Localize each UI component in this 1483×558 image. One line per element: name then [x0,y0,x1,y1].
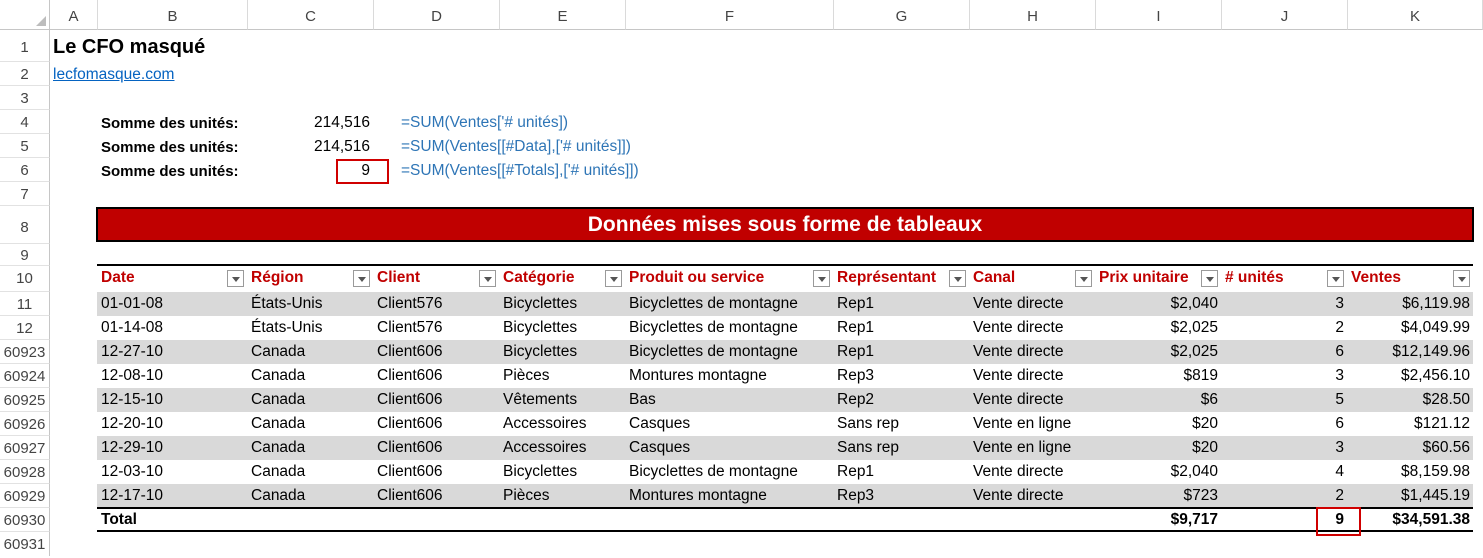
cell-ventes[interactable]: $6,119.98 [1402,295,1470,312]
cell-client[interactable]: Client576 [377,295,443,312]
cell-prix[interactable]: $723 [1183,487,1218,504]
column-header-g[interactable]: G [834,0,970,30]
table-header-client: Client [377,269,421,286]
cell-region[interactable]: Canada [251,487,306,504]
cell-ventes[interactable]: $2,456.10 [1401,367,1470,384]
cell-unites[interactable]: 3 [1335,367,1344,384]
cell-canal[interactable]: Vente directe [973,391,1064,408]
row-header[interactable]: 1 [0,30,50,62]
highlight-box [336,159,389,184]
cell-prix[interactable]: $6 [1200,391,1218,408]
cell-unites[interactable]: 3 [1335,439,1344,456]
cell-canal[interactable]: Vente directe [973,343,1064,360]
total-prix[interactable]: $9,717 [1170,511,1218,528]
column-header-k[interactable]: K [1348,0,1483,30]
total-ventes[interactable]: $34,591.38 [1392,511,1470,528]
cell-ventes[interactable]: $121.12 [1413,415,1470,432]
cell-representant[interactable]: Rep1 [837,295,875,312]
cell-region[interactable]: États-Unis [251,319,323,336]
cell-produit[interactable]: Bicyclettes de montagne [629,463,798,480]
row-header[interactable]: 2 [0,62,50,86]
cell-categorie[interactable]: Bicyclettes [503,343,578,360]
cell-prix[interactable]: $2,040 [1170,463,1218,480]
cell-produit[interactable]: Casques [629,439,691,456]
table-header-date: Date [101,269,135,286]
cell-categorie[interactable]: Accessoires [503,415,587,432]
summary-label: Somme des unités: [101,163,239,180]
table-header-categorie: Catégorie [503,269,575,286]
cell-date[interactable]: 12-29-10 [101,439,164,456]
column-header-b[interactable]: B [98,0,248,30]
cell-unites[interactable]: 3 [1335,295,1344,312]
total-bottom-border [97,530,1473,532]
cell-client[interactable]: Client606 [377,487,443,504]
cell-categorie[interactable]: Bicyclettes [503,319,578,336]
cell-unites[interactable]: 4 [1335,463,1344,480]
row-header[interactable]: 4 [0,110,50,134]
cell-categorie[interactable]: Pièces [503,487,550,504]
column-header-bar [0,0,1483,30]
filter-dropdown-icon[interactable] [813,270,830,287]
cell-client[interactable]: Client606 [377,415,443,432]
cell-date[interactable]: 01-14-08 [101,319,164,336]
cell-categorie[interactable]: Bicyclettes [503,463,578,480]
cell-ventes[interactable]: $28.50 [1422,391,1470,408]
filter-dropdown-icon[interactable] [479,270,496,287]
row-header[interactable]: 60930 [0,508,50,532]
cell-representant[interactable]: Rep2 [837,391,875,408]
cell-ventes[interactable]: $8,159.98 [1401,463,1470,480]
cell-categorie[interactable]: Bicyclettes [503,295,578,312]
row-header[interactable]: 60928 [0,460,50,484]
cell-client[interactable]: Client606 [377,391,443,408]
column-header-c[interactable]: C [248,0,374,30]
cell-client[interactable]: Client606 [377,439,443,456]
summary-formula: =SUM(Ventes[[#Totals],['# unités]]) [401,162,639,179]
filter-dropdown-icon[interactable] [227,270,244,287]
cell-produit[interactable]: Casques [629,415,691,432]
cell-date[interactable]: 12-08-10 [101,367,164,384]
column-header-f[interactable]: F [626,0,834,30]
table-header-prix: Prix unitaire [1099,269,1189,286]
cell-categorie[interactable]: Pièces [503,367,550,384]
row-header[interactable]: 6 [0,158,50,182]
row-header[interactable]: 9 [0,244,50,266]
table-header-unites: # unités [1225,269,1284,286]
filter-dropdown-icon[interactable] [1201,270,1218,287]
total-top-border [97,507,1473,509]
cell-unites[interactable]: 2 [1335,319,1344,336]
cell-ventes[interactable]: $60.56 [1422,439,1470,456]
row-header[interactable]: 60931 [0,532,50,556]
row-header[interactable]: 60927 [0,436,50,460]
cell-date[interactable]: 12-03-10 [101,463,164,480]
cell-representant[interactable]: Rep3 [837,367,875,384]
cell-unites[interactable]: 6 [1335,415,1344,432]
row-header[interactable]: 60925 [0,388,50,412]
table-header-produit: Produit ou service [629,269,765,286]
cell-prix[interactable]: $2,025 [1170,343,1218,360]
cell-produit[interactable]: Bicyclettes de montagne [629,343,798,360]
cell-prix[interactable]: $20 [1192,415,1218,432]
column-header-h[interactable]: H [970,0,1096,30]
cell-representant[interactable]: Rep3 [837,487,875,504]
summary-value-totals[interactable]: 9 [361,162,370,179]
summary-label: Somme des unités: [101,139,239,156]
cell-produit[interactable]: Bicyclettes de montagne [629,295,798,312]
cell-representant[interactable]: Rep1 [837,343,875,360]
summary-formula: =SUM(Ventes['# unités]) [401,114,569,131]
table-top-border [97,264,1473,266]
filter-dropdown-icon[interactable] [1075,270,1092,287]
cell-categorie[interactable]: Vêtements [503,391,578,408]
cell-region[interactable]: Canada [251,391,306,408]
website-link[interactable]: lecfomasque.com [53,66,175,83]
select-all-corner[interactable] [0,0,50,30]
cell-representant[interactable]: Rep1 [837,463,875,480]
cell-ventes[interactable]: $4,049.99 [1401,319,1470,336]
cell-canal[interactable]: Vente directe [973,295,1064,312]
cell-canal[interactable]: Vente directe [973,487,1064,504]
filter-dropdown-icon[interactable] [353,270,370,287]
table-header-region: Région [251,269,304,286]
row-header[interactable]: 60929 [0,484,50,508]
cell-region[interactable]: Canada [251,343,306,360]
cell-client[interactable]: Client576 [377,319,443,336]
highlight-box [1316,507,1361,536]
summary-formula: =SUM(Ventes[[#Data],['# unités]]) [401,138,631,155]
row-header[interactable]: 7 [0,182,50,206]
row-header[interactable]: 12 [0,316,50,340]
cell-categorie[interactable]: Accessoires [503,439,587,456]
cell-prix[interactable]: $2,040 [1170,295,1218,312]
cell-produit[interactable]: Bas [629,391,656,408]
cell-unites[interactable]: 2 [1335,487,1344,504]
cell-canal[interactable]: Vente en ligne [973,415,1072,432]
cell-ventes[interactable]: $12,149.96 [1392,343,1470,360]
total-units[interactable]: 9 [1335,511,1344,528]
cell-canal[interactable]: Vente directe [973,463,1064,480]
cell-region[interactable]: Canada [251,415,306,432]
summary-label: Somme des unités: [101,115,239,132]
cell-date[interactable]: 12-15-10 [101,391,164,408]
cell-client[interactable]: Client606 [377,367,443,384]
cell-canal[interactable]: Vente en ligne [973,439,1072,456]
cell-date[interactable]: 12-17-10 [101,487,164,504]
cell-canal[interactable]: Vente directe [973,319,1064,336]
column-header-d[interactable]: D [374,0,500,30]
column-header-i[interactable]: I [1096,0,1222,30]
row-header[interactable]: 10 [0,266,50,292]
cell-unites[interactable]: 5 [1335,391,1344,408]
row-header[interactable]: 11 [0,292,50,316]
row-header[interactable]: 60924 [0,364,50,388]
filter-dropdown-icon[interactable] [1327,270,1344,287]
cell-region[interactable]: Canada [251,439,306,456]
summary-value[interactable]: 214,516 [313,138,370,155]
total-label: Total [101,511,137,528]
cell-ventes[interactable]: $1,445.19 [1401,487,1470,504]
cell-region[interactable]: États-Unis [251,295,323,312]
section-banner: Données mises sous forme de tableaux [96,207,1474,242]
cell-prix[interactable]: $2,025 [1170,319,1218,336]
cell-produit[interactable]: Montures montagne [629,487,767,504]
column-header-a[interactable]: A [50,0,98,30]
filter-dropdown-icon[interactable] [949,270,966,287]
summary-value[interactable]: 214,516 [313,114,370,131]
cell-date[interactable]: 01-01-08 [101,295,164,312]
cell-client[interactable]: Client606 [377,463,443,480]
row-header[interactable]: 8 [0,206,50,244]
column-header-e[interactable]: E [500,0,626,30]
table-header-representant: Représentant [837,269,937,286]
table-header-ventes: Ventes [1351,269,1401,286]
cell-produit[interactable]: Bicyclettes de montagne [629,319,798,336]
page-title: Le CFO masqué [53,36,206,58]
cell-date[interactable]: 12-20-10 [101,415,164,432]
cell-canal[interactable]: Vente directe [973,367,1064,384]
cell-representant[interactable]: Sans rep [837,439,900,456]
cell-region[interactable]: Canada [251,463,306,480]
column-header-j[interactable]: J [1222,0,1348,30]
cell-representant[interactable]: Sans rep [837,415,900,432]
cell-produit[interactable]: Montures montagne [629,367,767,384]
cell-prix[interactable]: $20 [1192,439,1218,456]
cell-unites[interactable]: 6 [1335,343,1344,360]
cell-region[interactable]: Canada [251,367,306,384]
table-header-canal: Canal [973,269,1016,286]
row-header[interactable]: 3 [0,86,50,110]
cell-client[interactable]: Client606 [377,343,443,360]
row-header[interactable]: 5 [0,134,50,158]
row-header[interactable]: 60926 [0,412,50,436]
row-header[interactable]: 60923 [0,340,50,364]
cell-representant[interactable]: Rep1 [837,319,875,336]
cell-date[interactable]: 12-27-10 [101,343,164,360]
filter-dropdown-icon[interactable] [1453,270,1470,287]
filter-dropdown-icon[interactable] [605,270,622,287]
cell-prix[interactable]: $819 [1183,367,1218,384]
